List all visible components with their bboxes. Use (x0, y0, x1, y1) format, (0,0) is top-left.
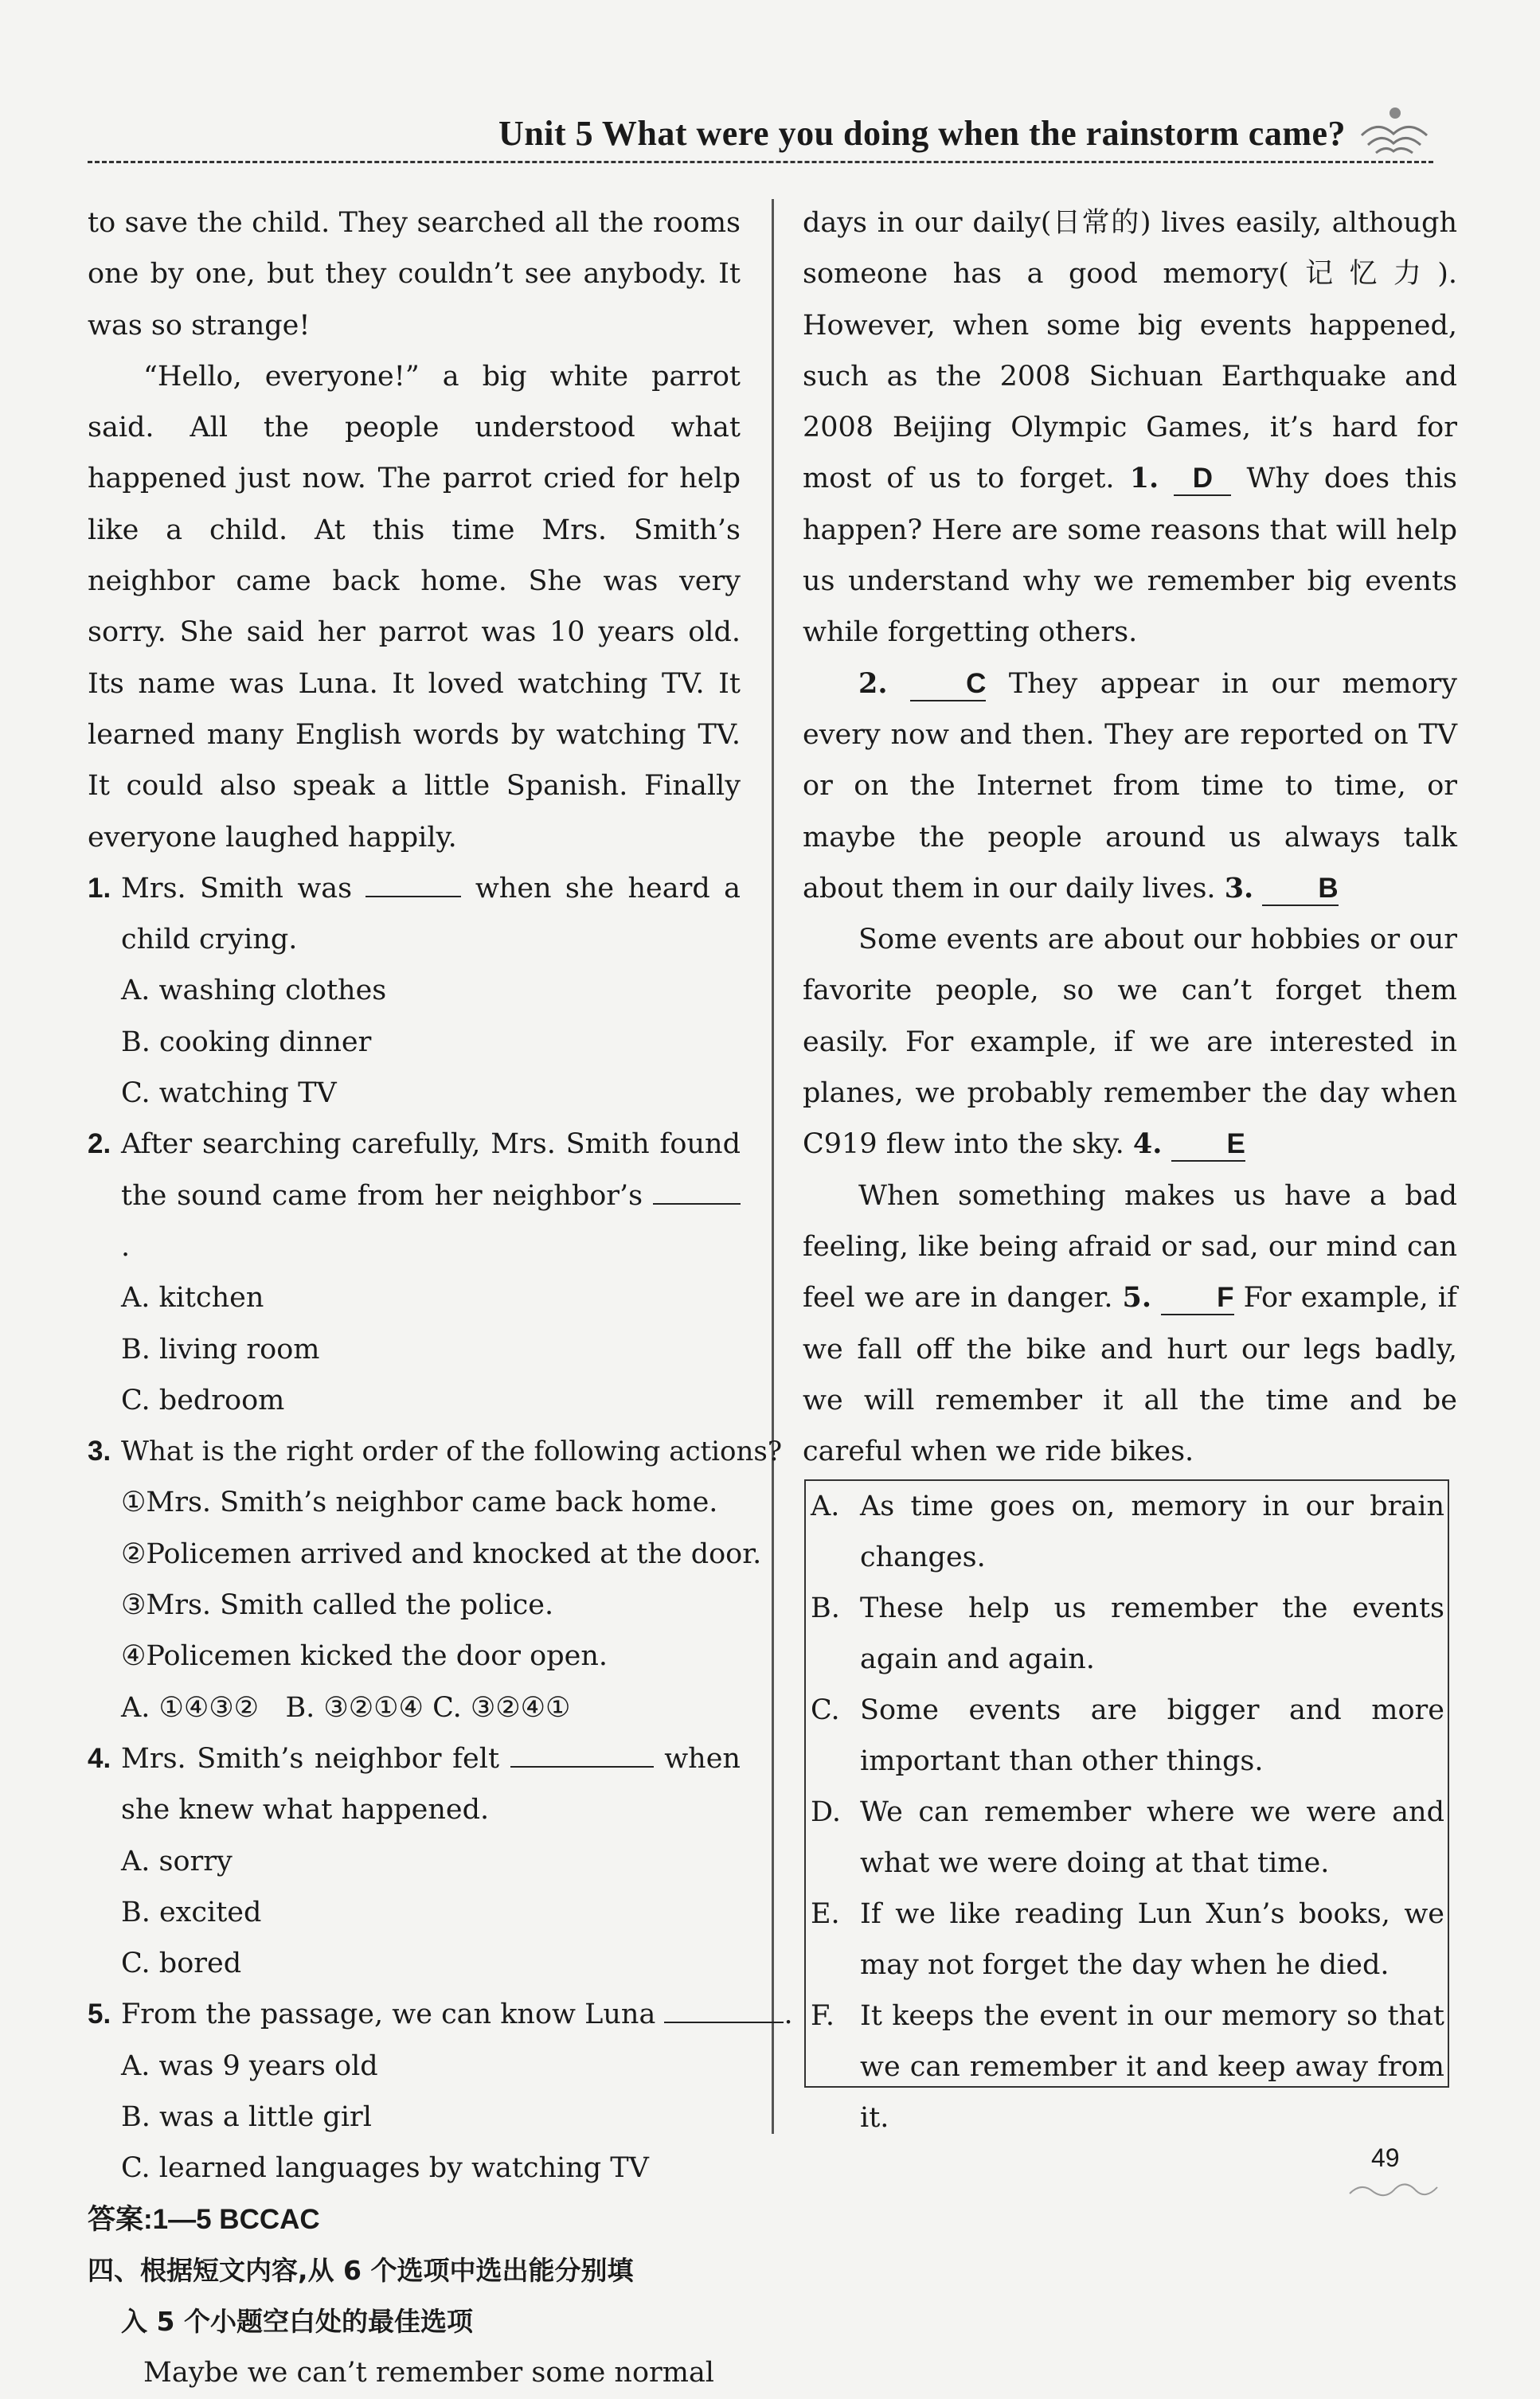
question-4-options (88, 1836, 741, 1990)
passage-paragraph: Some events are about our hobbies or our favorite people, so we can’t forget them easily. For example, if we are interested in planes, we probably remember the day when C919 flew into the sky. 4. E (803, 924, 1457, 1161)
answer-blank[interactable] (653, 1176, 741, 1205)
passage-paragraph: Maybe we can’t remember some normal (143, 2357, 715, 2389)
filled-answer-blank[interactable]: E (1171, 1128, 1245, 1162)
page-header (88, 96, 1433, 167)
action-step: ④Policemen kicked the door open. (121, 1640, 608, 1673)
answer-blank[interactable] (664, 1995, 784, 2023)
question-5-options (88, 2041, 741, 2194)
option[interactable]: C. watching TV (121, 1077, 337, 1110)
question-5: 5. From the passage, we can know Luna . (88, 1989, 741, 2040)
option[interactable]: B. ③②①④ (285, 1691, 424, 1724)
filled-answer-blank[interactable]: B (1262, 873, 1338, 906)
question-3-options (88, 1682, 741, 1733)
passage-paragraph: 2. C They appear in our memory every now and then. They are reported on TV or on the Internet from time to time, or maybe the people around us always talk about them in our daily lives. 3. B (803, 666, 1457, 905)
fountain-ornament-icon (1354, 104, 1433, 159)
filled-answer-blank[interactable]: F (1161, 1282, 1233, 1315)
passage-paragraph: “Hello, everyone!” a big white parrot said. All the people understood what happened just now. The parrot cried for help like a child. At this time Mrs. Smith’s neighbor came back home. She was very sorry. She said her parrot was 10 years old. Its name was Luna. It loved watching TV. It learned many English words by watching TV. It could also speak a little Spanish. Finally everyone laughed happily. (88, 360, 741, 854)
question-4: 4. Mrs. Smith’s neighbor felt when she knew what happened. (88, 1733, 741, 1836)
option[interactable]: A. was 9 years old (121, 2049, 378, 2082)
page-number: 49 (1371, 2143, 1400, 2172)
answer-key: 答案:1—5 BCCAC (88, 2203, 320, 2235)
option-item[interactable]: D. We can remember where we were and what we were doing at that time. (811, 1796, 1444, 1879)
right-column (803, 197, 1457, 1477)
option[interactable]: C. bored (121, 1948, 242, 1980)
option[interactable]: B. cooking dinner (121, 1026, 372, 1058)
option[interactable]: C. ③②④① (432, 1691, 571, 1724)
option[interactable]: B. excited (121, 1896, 262, 1928)
option[interactable]: C. learned languages by watching TV (121, 2152, 649, 2185)
column-divider (772, 199, 774, 2134)
option-item[interactable]: C. Some events are bigger and more important than other things. (811, 1694, 1444, 1777)
filled-answer-blank[interactable]: D (1174, 463, 1231, 496)
option[interactable]: A. kitchen (121, 1282, 264, 1315)
section-title: 四、根据短文内容,从 6 个选项中选出能分别填 入 5 个小题空白处的最佳选项 (88, 2254, 634, 2338)
header-dashed-rule (88, 161, 1433, 163)
passage-paragraph: to save the child. They searched all the rooms one by one, but they couldn’t see anybody. It was so strange! (88, 207, 741, 342)
action-step: ③Mrs. Smith called the police. (121, 1589, 554, 1622)
action-step: ②Policemen arrived and knocked at the door. (121, 1537, 762, 1570)
question-2: 2. After searching carefully, Mrs. Smith found the sound came from her neighbor’s . (88, 1128, 741, 1263)
option-item[interactable]: B. These help us remember the events again and again. (811, 1592, 1444, 1675)
question-3: 3. What is the right order of the following actions? (88, 1436, 783, 1468)
option-item[interactable]: A. As time goes on, memory in our brain changes. (811, 1491, 1444, 1573)
swirl-ornament-icon (1346, 2178, 1449, 2202)
question-1: 1. Mrs. Smith was when she heard a child crying. (88, 863, 741, 966)
option[interactable]: A. washing clothes (121, 975, 387, 1007)
filled-answer-blank[interactable]: C (910, 668, 986, 701)
action-step: ①Mrs. Smith’s neighbor came back home. (121, 1487, 718, 1519)
option[interactable]: A. sorry (121, 1845, 233, 1877)
answer-blank[interactable] (510, 1739, 654, 1768)
option-item[interactable]: F. It keeps the event in our memory so that we can remember it and keep away from it. (811, 2000, 1444, 2134)
option[interactable]: A. ①④③② (121, 1691, 260, 1724)
unit-title: Unit 5 What were you doing when the rainstorm came? (498, 114, 1346, 153)
options-box (804, 1479, 1449, 2134)
option[interactable]: B. was a little girl (121, 2100, 372, 2133)
question-1-options (88, 965, 741, 1119)
question-2-options (88, 1272, 741, 1426)
left-column (88, 197, 793, 2399)
passage-paragraph: When something makes us have a bad feeling, like being afraid or sad, our mind can feel we are in danger. 5. F For example, if we fall off the bike and hurt our legs badly, we will remember it all the time and be careful when we ride bikes. (803, 1179, 1457, 1468)
option[interactable]: C. bedroom (121, 1384, 285, 1416)
answer-blank[interactable] (365, 869, 461, 897)
option-item[interactable]: E. If we like reading Lun Xun’s books, we may not forget the day when he died. (811, 1898, 1444, 1981)
option[interactable]: B. living room (121, 1333, 320, 1366)
passage-paragraph: days in our daily(日常的) lives easily, although someone has a good memory(记忆力). However, when some big events happened, such as the 2008 Sichuan Earthquake and 2008 Beijing Olympic Games, it’s hard for most of us to forget. 1. D Why does this happen? Here are some reasons that will help us understand why we remember big events while forgetting others. (803, 207, 1457, 649)
